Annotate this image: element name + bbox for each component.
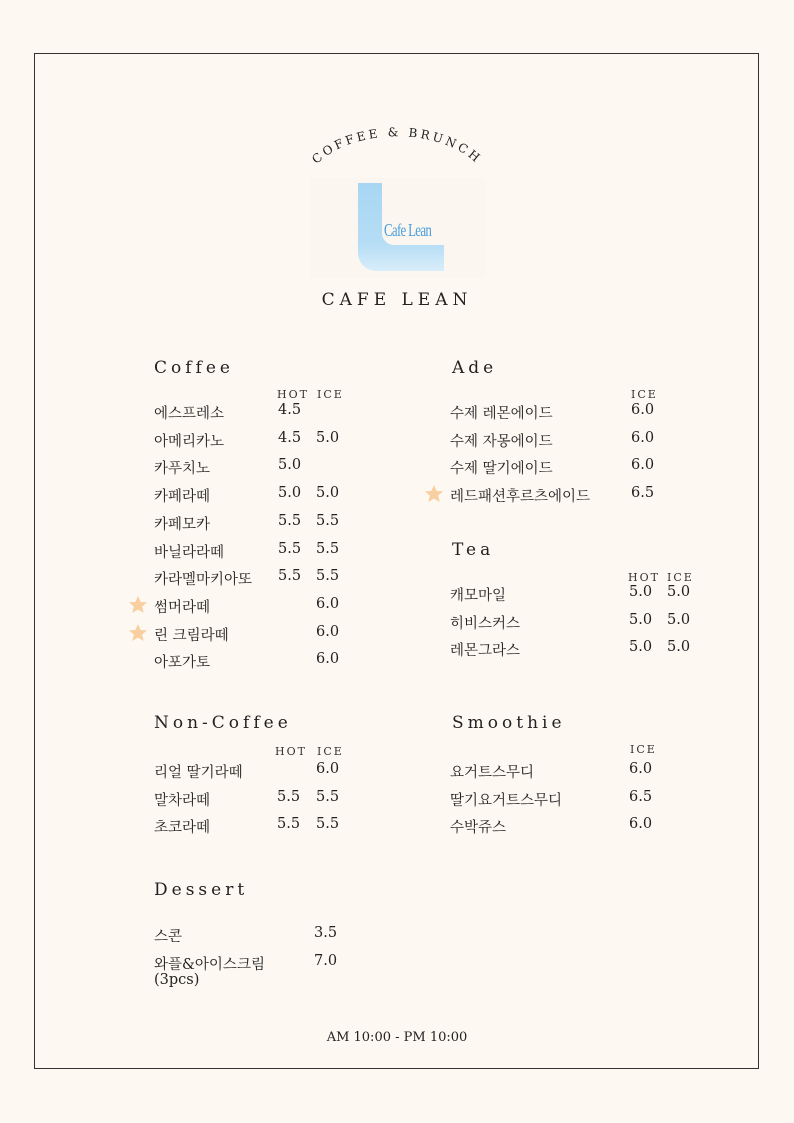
price-hot: 5.5 (278, 568, 302, 585)
price-ice: 6.0 (316, 651, 340, 668)
menu-item-name: 수제 자몽에이드 (450, 433, 553, 450)
menu-item-name: 린 크림라떼 (154, 627, 229, 644)
price-hot: 5.0 (278, 485, 302, 502)
menu-item-name: 스콘 (154, 929, 183, 945)
menu-item-name: 리얼 딸기라떼 (154, 765, 243, 781)
star-icon (128, 623, 148, 643)
price-hot: 5.5 (278, 512, 302, 529)
menu-item-name: 딸기요거트스무디 (450, 792, 563, 809)
price-hot: 5.5 (277, 788, 301, 805)
star-icon (424, 484, 444, 504)
price-ice: 5.0 (667, 639, 691, 656)
tagline: COFFEE & BRUNCH (309, 125, 485, 167)
menu-item-name: 말차라떼 (154, 792, 211, 809)
price-hot: 4.5 (278, 429, 302, 446)
price-ice: 6.5 (629, 788, 653, 805)
menu-item-name: 카페모카 (154, 516, 211, 533)
price-ice: 6.0 (631, 402, 655, 418)
price-ice: 6.5 (631, 485, 655, 502)
price-ice: 5.5 (316, 788, 340, 805)
price-ice: 5.0 (667, 584, 691, 600)
opening-hours: AM 10:00 - PM 10:00 (326, 1030, 468, 1045)
section-title-ade: Ade (452, 358, 498, 378)
price-hot: 5.5 (277, 816, 301, 833)
menu-item-name: 레드패션후르츠에이드 (450, 489, 591, 506)
menu-item-name: 썸머라떼 (154, 599, 211, 616)
ade-ice-header: ICE (631, 388, 658, 401)
menu-item-name: 요거트스무디 (450, 765, 535, 781)
tea-ice-header: ICE (667, 571, 694, 584)
price-hot: 5.0 (629, 584, 653, 600)
price-ice: 5.5 (316, 540, 340, 557)
price-ice: 5.5 (316, 512, 340, 529)
price-ice: 5.5 (316, 568, 340, 585)
tea-hot-header: HOT (628, 571, 660, 584)
coffee-hot-header: HOT (277, 388, 309, 401)
coffee-ice-header: ICE (317, 388, 344, 401)
menu-item-name: 수제 레몬에이드 (450, 406, 553, 422)
price-ice: 6.0 (629, 816, 653, 833)
price-ice: 5.0 (316, 429, 340, 446)
price-hot: 5.0 (629, 611, 653, 628)
brand-name: CAFE LEAN (321, 290, 473, 310)
menu-item-name: 수박쥬스 (450, 820, 507, 837)
section-title-smoothie: Smoothie (452, 713, 566, 733)
menu-item-name: 캐모마일 (450, 588, 507, 604)
price: 3.5 (314, 925, 338, 941)
star-icon (128, 595, 148, 615)
logo-text: Cafe Lean (384, 220, 432, 240)
price-ice: 6.0 (629, 761, 653, 777)
menu-item-name: 아포가토 (154, 655, 211, 672)
menu-item-name: 카푸치노 (154, 461, 211, 478)
price-ice: 6.0 (316, 595, 340, 612)
section-title-dessert: Dessert (154, 880, 249, 900)
price-hot: 4.5 (278, 402, 302, 418)
price-ice: 6.0 (316, 761, 340, 777)
logo (310, 178, 485, 278)
price-ice: 5.5 (316, 816, 340, 833)
menu-item-name: 카라멜마키아또 (154, 572, 253, 589)
price: 7.0 (314, 953, 338, 969)
menu-item-name: 카페라떼 (154, 489, 211, 506)
noncoffee-hot-header: HOT (275, 745, 307, 758)
menu-item-name: 히비스커스 (450, 615, 521, 632)
price-ice: 6.0 (631, 457, 655, 474)
section-title-tea: Tea (452, 540, 495, 560)
noncoffee-ice-header: ICE (317, 745, 344, 758)
menu-item-name: 바닐라라떼 (154, 544, 225, 561)
menu-item-name: 레몬그라스 (450, 643, 521, 660)
price-ice: 5.0 (667, 611, 691, 628)
price-ice: 6.0 (316, 623, 340, 640)
menu-item-name: 에스프레소 (154, 406, 225, 422)
price-ice: 5.0 (316, 485, 340, 502)
price-hot: 5.0 (629, 639, 653, 656)
price-hot: 5.5 (278, 540, 302, 557)
section-title-coffee: Coffee (154, 358, 234, 378)
price-hot: 5.0 (278, 457, 302, 474)
menu-item-name: 초코라떼 (154, 820, 211, 837)
section-title-noncoffee: Non-Coffee (154, 713, 292, 733)
price-ice: 6.0 (631, 429, 655, 446)
menu-item-name: 수제 딸기에이드 (450, 461, 553, 478)
menu-item-name: 와플&아이스크림 (154, 957, 265, 973)
menu-item-name: 아메리카노 (154, 433, 225, 450)
menu-item-name-sub: (3pcs) (154, 972, 200, 988)
smoothie-ice-header: ICE (630, 743, 657, 756)
